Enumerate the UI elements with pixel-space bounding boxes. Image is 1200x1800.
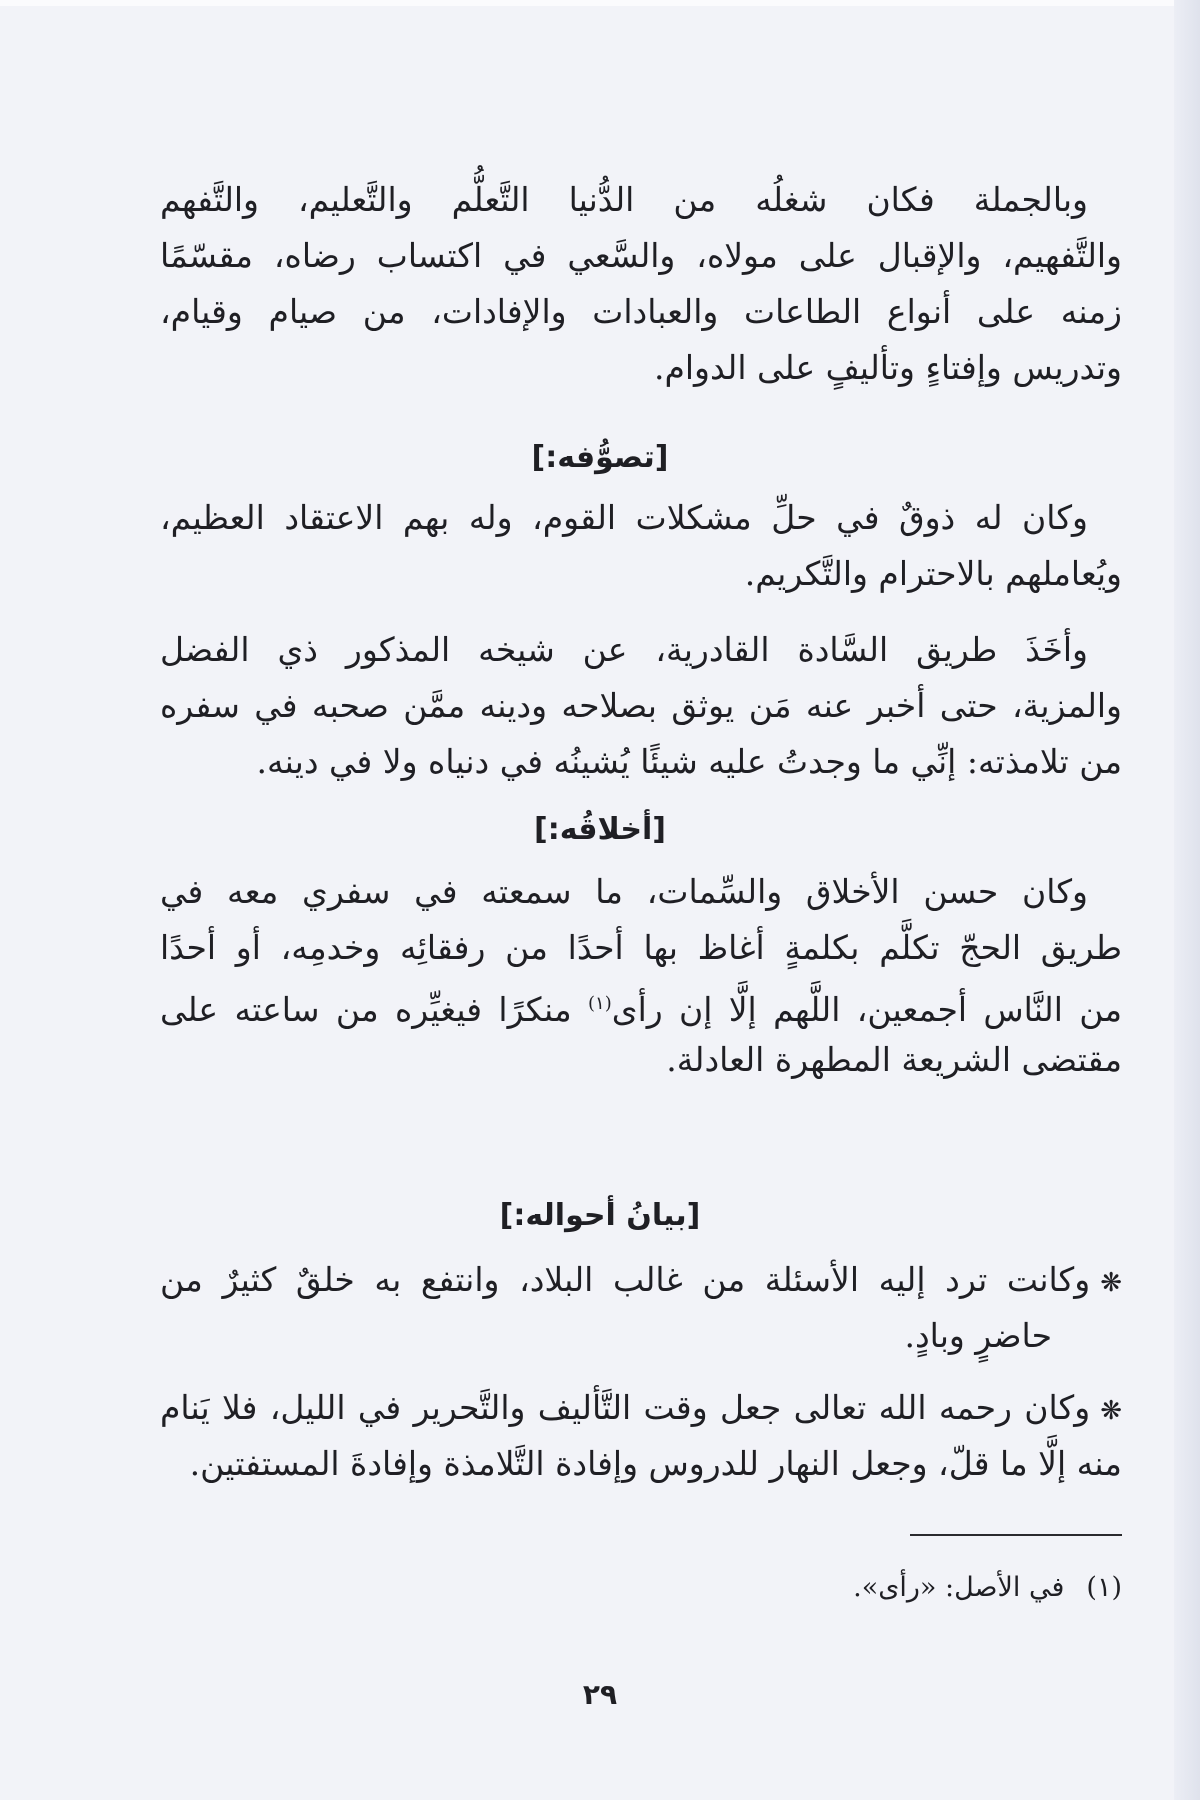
- bullet-line: [160, 1380, 1122, 1436]
- text-line: وتدريس وإفتاءٍ وتأليفٍ على الدوام.: [653, 348, 1122, 387]
- text-line: وبالجملة فكان شغلُه من الدُّنيا التَّعلُّم والتَّعليم، والتَّفهم: [160, 180, 1088, 219]
- bullet-line: [160, 1252, 1122, 1308]
- text-fragment: منكرًا فيغيِّره من ساعته على: [160, 990, 572, 1029]
- ahwal-bullet-1: [160, 1252, 1122, 1364]
- text-line: طريق الحجّ تكلَّم بكلمةٍ أغاظ بها أحدًا من رفقائِه وخدمِه، أو أحدًا: [160, 928, 1122, 967]
- text-line: ويُعاملهم بالاحترام والتَّكريم.: [744, 554, 1122, 593]
- tasawwuf-paragraph-1: [160, 490, 1122, 602]
- section-heading-ahwal: [بيانُ أحواله:]: [499, 1198, 701, 1233]
- footnote-1: [160, 1568, 1122, 1608]
- text-line: وكان حسن الأخلاق والسِّمات، ما سمعته في سفري معه في: [160, 872, 1088, 911]
- text-line: والمزية، حتى أخبر عنه مَن يوثق بصلاحه ودينه ممَّن صحبه في سفره: [160, 686, 1122, 725]
- footnote-text: في الأصل: «رأى».: [853, 1572, 1065, 1603]
- text-fragment: وكان رحمه الله تعالى جعل وقت التَّأليف والتَّحرير في الليل، فلا يَنام: [160, 1388, 1091, 1427]
- tasawwuf-paragraph-2: [160, 622, 1122, 790]
- footnote-number: (١): [1086, 1572, 1122, 1603]
- akhlaq-paragraph: [160, 864, 1122, 1088]
- text-line: زمنه على أنواع الطاعات والعبادات والإفادات، من صيام وقيام،: [160, 292, 1122, 331]
- asterisk-bullet-icon: ❋: [1100, 1268, 1122, 1298]
- asterisk-bullet-icon: ❋: [1100, 1396, 1122, 1426]
- text-line: وأخَذَ طريق السَّادة القادرية، عن شيخه المذكور ذي الفضل: [160, 630, 1088, 669]
- page-top-edge: [0, 0, 1200, 6]
- text-line-with-footnote: [160, 976, 1122, 1032]
- page-number: ٢٩: [582, 1678, 618, 1711]
- text-fragment: وكانت ترد إليه الأسئلة من غالب البلاد، وانتفع به خلقٌ كثيرٌ من: [160, 1260, 1091, 1299]
- footnote-separator: [910, 1534, 1122, 1536]
- text-fragment: من النَّاس أجمعين، اللَّهم إلَّا إن رأى: [611, 990, 1123, 1029]
- text-line: والتَّفهيم، والإقبال على مولاه، والسَّعي في اكتساب رضاه، مقسّمًا: [160, 236, 1122, 275]
- text-line: منه إلَّا ما قلّ، وجعل النهار للدروس وإفادة التَّلامذة وإفادةَ المستفتين.: [189, 1444, 1122, 1483]
- text-line: من تلامذته: إنِّي ما وجدتُ عليه شيئًا يُشينُه في دنياه ولا في دينه.: [256, 742, 1122, 781]
- page-binding-edge: [1174, 0, 1200, 1800]
- section-heading-akhlaq: [أخلاقُه:]: [534, 812, 666, 847]
- footnote-reference[interactable]: (١): [588, 993, 612, 1014]
- text-line: وكان له ذوقٌ في حلِّ مشكلات القوم، وله بهم الاعتقاد العظيم،: [160, 498, 1088, 537]
- section-heading-tasawwuf: [تصوُّفه:]: [531, 440, 669, 475]
- ahwal-bullet-2: [160, 1380, 1122, 1492]
- text-line: مقتضى الشريعة المطهرة العادلة.: [666, 1040, 1122, 1079]
- text-line: حاضرٍ وبادٍ.: [904, 1316, 1052, 1355]
- intro-paragraph: [160, 172, 1122, 396]
